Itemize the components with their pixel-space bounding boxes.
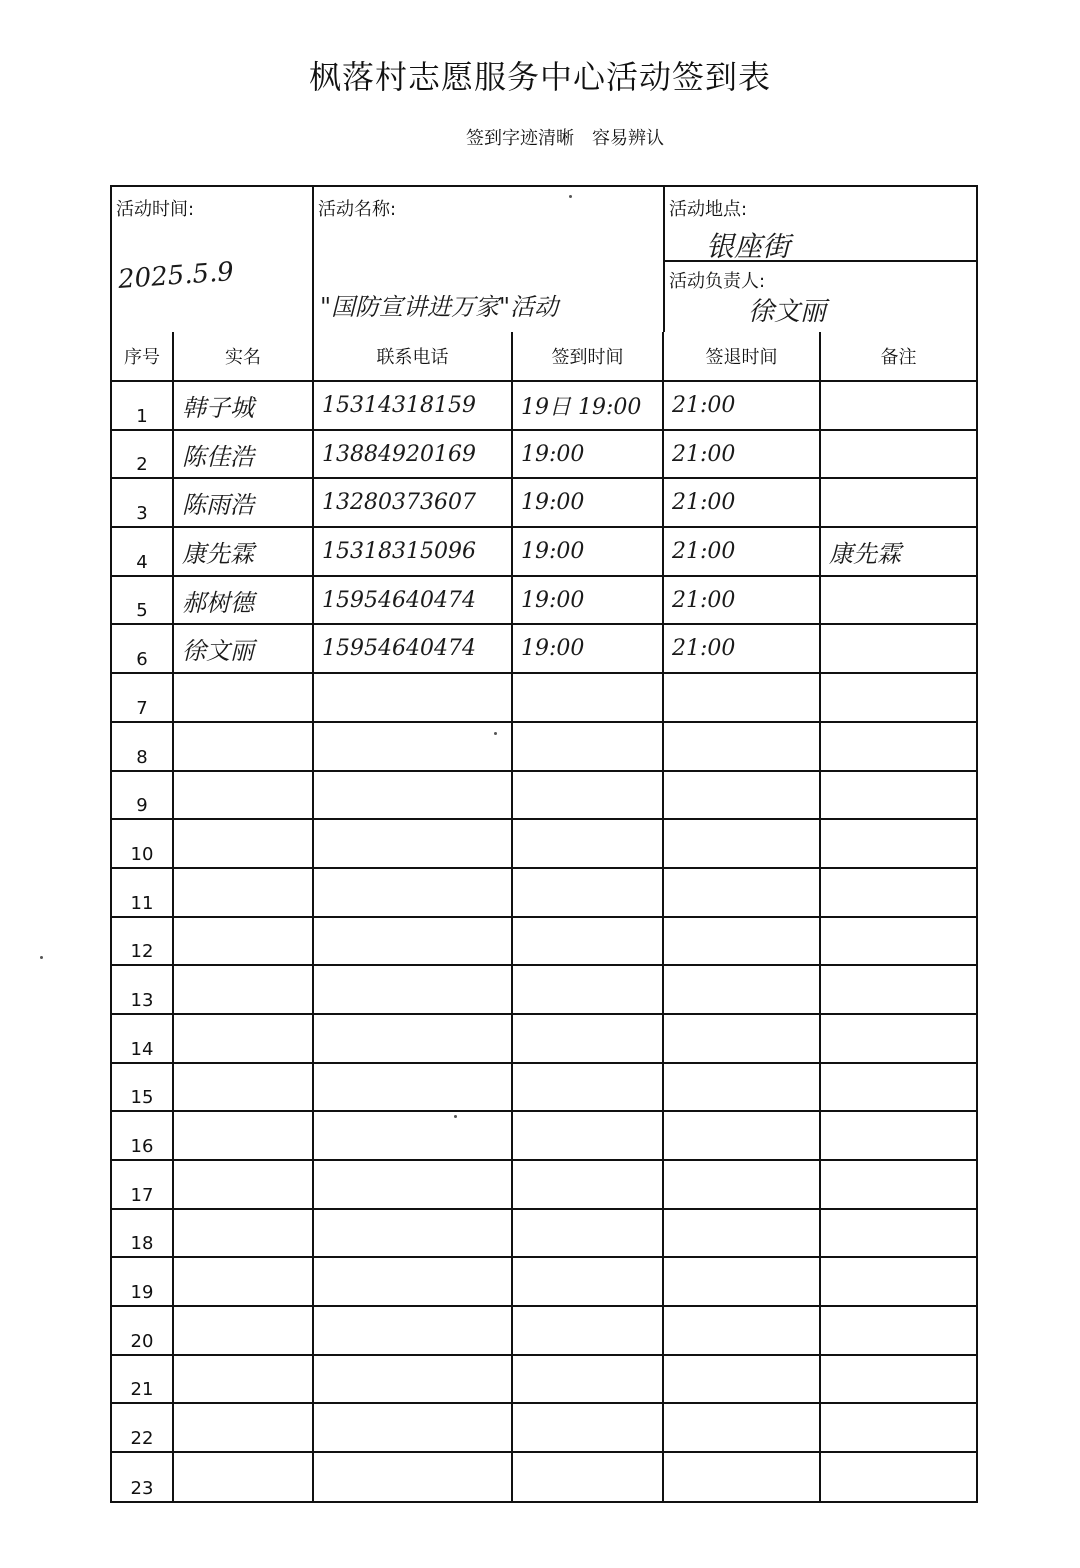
page-title: 枫落村志愿服务中心活动签到表 — [308, 58, 771, 96]
sign-in-cell — [512, 722, 663, 771]
note-cell — [820, 478, 976, 527]
page-subtitle: 签到字迹清晰 容易辨认 — [466, 128, 664, 149]
table-row — [112, 527, 976, 576]
sign-out-cell — [663, 1355, 820, 1404]
sign-in-cell — [512, 1111, 663, 1160]
name-cell — [173, 1306, 313, 1355]
phone-cell — [313, 1306, 512, 1355]
scan-speck — [569, 195, 572, 198]
note-cell — [820, 1452, 976, 1501]
sign-out-cell — [663, 1111, 820, 1160]
phone-cell — [313, 1403, 512, 1452]
table-row — [112, 1209, 976, 1258]
sign-out-cell — [663, 819, 820, 868]
name-cell — [173, 1452, 313, 1501]
phone-cell: 15318315096 — [313, 527, 512, 576]
note-cell — [820, 917, 976, 966]
name-cell: 陈佳浩 — [173, 430, 313, 479]
phone-cell — [313, 1160, 512, 1209]
name-cell: 郝树德 — [173, 576, 313, 625]
sign-in-cell — [512, 917, 663, 966]
table-row — [112, 722, 976, 771]
sign-out-cell — [663, 1209, 820, 1258]
name-cell — [173, 1111, 313, 1160]
activity-name-label: 活动名称: — [318, 199, 397, 220]
phone-cell: 15954640474 — [313, 624, 512, 673]
table-row — [112, 1014, 976, 1063]
sign-in-cell — [512, 1014, 663, 1063]
header-sign-in: 签到时间 — [512, 332, 663, 381]
note-cell — [820, 965, 976, 1014]
sign-in-cell — [512, 1160, 663, 1209]
name-cell: 陈雨浩 — [173, 478, 313, 527]
note-cell — [820, 868, 976, 917]
row-number: 19 — [112, 1257, 173, 1306]
info-divider — [312, 187, 314, 332]
note-cell — [820, 1014, 976, 1063]
row-number: 3 — [112, 478, 173, 527]
phone-cell — [313, 673, 512, 722]
table-row — [112, 1063, 976, 1112]
sign-in-cell: 19:00 — [512, 527, 663, 576]
row-number: 1 — [112, 381, 173, 430]
sign-out-cell — [663, 1403, 820, 1452]
name-cell — [173, 917, 313, 966]
phone-cell — [313, 1014, 512, 1063]
sign-out-cell — [663, 1063, 820, 1112]
phone-cell: 15954640474 — [313, 576, 512, 625]
table-row — [112, 381, 976, 430]
name-cell: 韩子城 — [173, 381, 313, 430]
table-row — [112, 917, 976, 966]
scan-speck — [40, 956, 43, 959]
sign-out-cell — [663, 868, 820, 917]
row-number: 9 — [112, 771, 173, 820]
row-number: 13 — [112, 965, 173, 1014]
sign-in-cell — [512, 1257, 663, 1306]
table-row — [112, 624, 976, 673]
row-number: 6 — [112, 624, 173, 673]
note-cell — [820, 381, 976, 430]
phone-cell — [313, 819, 512, 868]
phone-cell — [313, 1063, 512, 1112]
phone-cell: 13280373607 — [313, 478, 512, 527]
note-cell — [820, 1403, 976, 1452]
table-row — [112, 819, 976, 868]
sign-in-cell: 19:00 — [512, 624, 663, 673]
name-cell — [173, 673, 313, 722]
sign-in-cell — [512, 1403, 663, 1452]
row-number: 15 — [112, 1063, 173, 1112]
table-row — [112, 771, 976, 820]
phone-cell — [313, 1111, 512, 1160]
row-number: 18 — [112, 1209, 173, 1258]
sign-in-cell: 19日 19:00 — [512, 381, 663, 430]
sign-out-cell — [663, 917, 820, 966]
table-row — [112, 1257, 976, 1306]
sign-out-cell — [663, 1160, 820, 1209]
phone-cell — [313, 722, 512, 771]
sign-in-cell — [512, 771, 663, 820]
sign-in-cell: 19:00 — [512, 430, 663, 479]
sign-in-sheet — [110, 185, 978, 1503]
row-number: 7 — [112, 673, 173, 722]
name-cell: 康先霖 — [173, 527, 313, 576]
phone-cell — [313, 868, 512, 917]
table-row — [112, 1306, 976, 1355]
activity-place-label: 活动地点: — [669, 199, 748, 220]
note-cell: 康先霖 — [820, 527, 976, 576]
table-header-row — [112, 332, 976, 381]
phone-cell: 15314318159 — [313, 381, 512, 430]
row-number: 16 — [112, 1111, 173, 1160]
phone-cell — [313, 1452, 512, 1501]
phone-cell — [313, 1209, 512, 1258]
header-sign-out: 签退时间 — [663, 332, 820, 381]
header-no: 序号 — [112, 332, 173, 381]
table-row — [112, 430, 976, 479]
name-cell: 徐文丽 — [173, 624, 313, 673]
table-row — [112, 576, 976, 625]
name-cell — [173, 1014, 313, 1063]
activity-time-label: 活动时间: — [116, 199, 195, 220]
sign-out-cell — [663, 771, 820, 820]
note-cell — [820, 673, 976, 722]
note-cell — [820, 1063, 976, 1112]
sign-out-cell: 21:00 — [663, 576, 820, 625]
table-row — [112, 1160, 976, 1209]
row-number: 14 — [112, 1014, 173, 1063]
sign-out-cell — [663, 965, 820, 1014]
row-number: 17 — [112, 1160, 173, 1209]
note-cell — [820, 1209, 976, 1258]
row-number: 20 — [112, 1306, 173, 1355]
note-cell — [820, 576, 976, 625]
sign-out-cell — [663, 1306, 820, 1355]
phone-cell — [313, 771, 512, 820]
activity-leader-label: 活动负责人: — [669, 271, 766, 292]
sign-in-cell: 19:00 — [512, 478, 663, 527]
row-number: 5 — [112, 576, 173, 625]
activity-time-value: 2025.5.9 — [117, 256, 235, 296]
name-cell — [173, 1355, 313, 1404]
sign-in-cell — [512, 868, 663, 917]
note-cell — [820, 624, 976, 673]
table-row — [112, 1111, 976, 1160]
sign-in-cell: 19:00 — [512, 576, 663, 625]
sign-in-cell — [512, 1063, 663, 1112]
row-number: 11 — [112, 868, 173, 917]
header-name: 实名 — [173, 332, 313, 381]
row-number: 12 — [112, 917, 173, 966]
row-number: 23 — [112, 1452, 173, 1501]
name-cell — [173, 819, 313, 868]
sign-in-cell — [512, 1209, 663, 1258]
table-row — [112, 1403, 976, 1452]
sign-out-cell — [663, 1257, 820, 1306]
sign-out-cell: 21:00 — [663, 478, 820, 527]
sign-out-cell — [663, 1014, 820, 1063]
sign-out-cell — [663, 1452, 820, 1501]
table-row — [112, 868, 976, 917]
note-cell — [820, 1160, 976, 1209]
header-note: 备注 — [820, 332, 976, 381]
sign-in-cell — [512, 819, 663, 868]
sign-out-cell: 21:00 — [663, 624, 820, 673]
row-number: 21 — [112, 1355, 173, 1404]
table-row — [112, 1355, 976, 1404]
name-cell — [173, 1160, 313, 1209]
sign-out-cell — [663, 673, 820, 722]
sign-out-cell: 21:00 — [663, 527, 820, 576]
name-cell — [173, 965, 313, 1014]
table-row — [112, 965, 976, 1014]
note-cell — [820, 1257, 976, 1306]
note-cell — [820, 430, 976, 479]
scan-speck — [494, 732, 497, 735]
sign-in-cell — [512, 673, 663, 722]
phone-cell — [313, 965, 512, 1014]
phone-cell — [313, 1355, 512, 1404]
sign-in-cell — [512, 965, 663, 1014]
table-row — [112, 1452, 976, 1501]
note-cell — [820, 1306, 976, 1355]
row-number: 22 — [112, 1403, 173, 1452]
name-cell — [173, 1403, 313, 1452]
row-number: 10 — [112, 819, 173, 868]
activity-info — [112, 187, 976, 332]
name-cell — [173, 722, 313, 771]
sign-out-cell: 21:00 — [663, 381, 820, 430]
note-cell — [820, 771, 976, 820]
sign-in-cell — [512, 1355, 663, 1404]
name-cell — [173, 1063, 313, 1112]
note-cell — [820, 819, 976, 868]
phone-cell — [313, 917, 512, 966]
activity-name-value: "国防宣讲进万家"活动 — [320, 293, 559, 321]
name-cell — [173, 1209, 313, 1258]
name-cell — [173, 868, 313, 917]
table-row — [112, 478, 976, 527]
sign-in-cell — [512, 1452, 663, 1501]
sign-out-cell: 21:00 — [663, 430, 820, 479]
phone-cell: 13884920169 — [313, 430, 512, 479]
row-number: 2 — [112, 430, 173, 479]
sign-in-cell — [512, 1306, 663, 1355]
activity-place-value: 银座街 — [706, 230, 791, 263]
activity-leader-value: 徐文丽 — [748, 297, 827, 327]
note-cell — [820, 1111, 976, 1160]
note-cell — [820, 722, 976, 771]
phone-cell — [313, 1257, 512, 1306]
attendance-table — [112, 332, 976, 1501]
table-row — [112, 673, 976, 722]
scan-speck — [454, 1115, 457, 1118]
name-cell — [173, 1257, 313, 1306]
sign-out-cell — [663, 722, 820, 771]
row-number: 4 — [112, 527, 173, 576]
name-cell — [173, 771, 313, 820]
header-phone: 联系电话 — [313, 332, 512, 381]
row-number: 8 — [112, 722, 173, 771]
note-cell — [820, 1355, 976, 1404]
